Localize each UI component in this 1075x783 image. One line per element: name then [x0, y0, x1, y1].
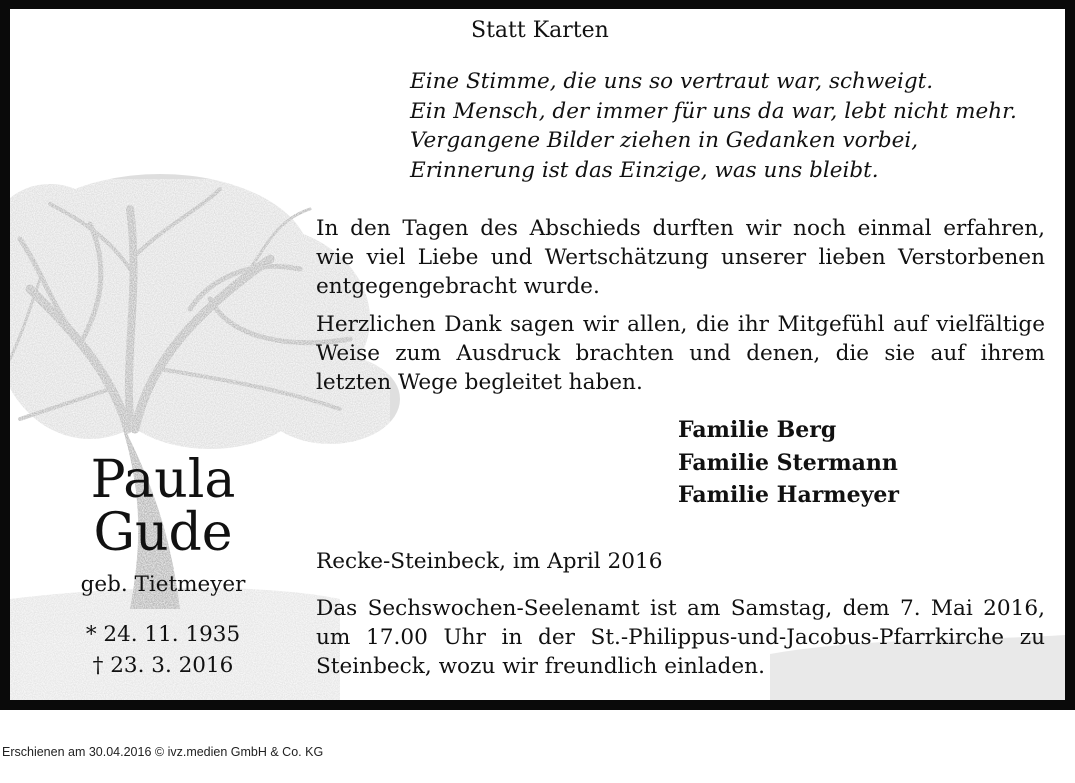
- poem-line: Erinnerung ist das Einzige, was uns bleibt.: [410, 157, 879, 183]
- poem: [410, 67, 1017, 185]
- deceased-maiden-name: geb. Tietmeyer: [80, 572, 246, 597]
- place-and-date: Recke-Steinbeck, im April 2016: [316, 549, 663, 574]
- poem-line: Vergangene Bilder ziehen in Gedanken vorbei,: [410, 128, 919, 153]
- poem-line: Eine Stimme, die uns so vertraut war, schweigt.: [410, 69, 934, 94]
- deceased-first-name: Paula: [90, 450, 236, 510]
- family-signatures: [678, 414, 899, 512]
- poem-line: Ein Mensch, der immer für uns da war, lebt nicht mehr.: [410, 98, 1017, 124]
- thanks-paragraph-2: Herzlichen Dank sagen wir allen, die ihr Mitgefühl auf vielfältige Weise zum Ausdruck brachten und denen, die sie auf ihrem letzten Wege begleitet haben.: [316, 312, 1045, 396]
- deceased-last-name: Gude: [93, 503, 233, 563]
- header-statt-karten: Statt Karten: [471, 18, 609, 43]
- publication-footer: Erschienen am 30.04.2016 © ivz.medien GmbH & Co. KG: [2, 745, 324, 759]
- thanks-paragraph-1: In den Tagen des Abschieds durften wir noch einmal erfahren, wie viel Liebe und Wertschätzung unserer lieben Verstorbenen entgegengebracht wurde.: [316, 216, 1045, 300]
- family-name: Familie Stermann: [678, 449, 898, 476]
- family-name: Familie Harmeyer: [678, 482, 899, 508]
- memorial-service-paragraph: Das Sechswochen-Seelenamt ist am Samstag, dem 7. Mai 2016, um 17.00 Uhr in der St.-Philippus-und-Jacobus-Pfarrkirche zu Steinbeck, wozu wir freundlich einladen.: [316, 596, 1045, 680]
- birth-date: * 24. 11. 1935: [85, 622, 241, 647]
- death-date: † 23. 3. 2016: [92, 653, 234, 678]
- life-dates: [50, 619, 276, 681]
- family-name: Familie Berg: [678, 417, 837, 443]
